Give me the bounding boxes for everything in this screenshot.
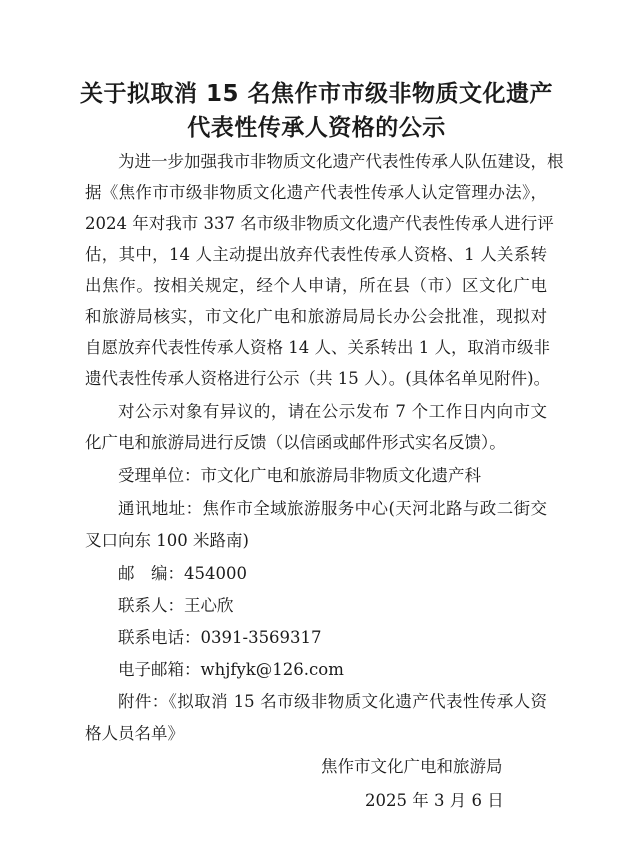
issuer-name: 焦作市文化广电和旅游局 — [321, 757, 503, 776]
paragraph-1-line: 据《焦作市市级非物质文化遗产代表性传承人认定管理办法》， — [85, 183, 547, 202]
attachment-line-1: 附件：《拟取消 15 名市级非物质文化遗产代表性传承人资 — [118, 692, 547, 711]
paragraph-1-line: 遗代表性传承人资格进行公示（共 15 人）。(具体名单见附件)。 — [85, 369, 551, 388]
contact-person: 联系人：王心欣 — [118, 596, 234, 615]
mailing-address-line-2: 叉口向东 100 米路南) — [85, 531, 249, 550]
paragraph-1-line: 和旅游局核实，市文化广电和旅游局局长办公会批准，现拟对 — [85, 307, 547, 326]
paragraph-1-line: 2024 年对我市 337 名市级非物质文化遗产代表性传承人进行评 — [85, 214, 554, 233]
paragraph-2-line: 对公示对象有异议的，请在公示发布 7 个工作日内向市文 — [118, 402, 547, 421]
paragraph-1-line: 估，其中，14 人主动提出放弃代表性传承人资格、1 人关系转 — [85, 245, 547, 264]
mailing-address-line-1: 通讯地址：焦作市全域旅游服务中心(天河北路与政二街交 — [118, 499, 547, 518]
issue-date: 2025 年 3 月 6 日 — [365, 791, 504, 810]
attachment-line-2: 格人员名单》 — [85, 724, 184, 743]
document-title-line-1: 关于拟取消 15 名焦作市市级非物质文化遗产 — [79, 81, 554, 107]
document-title-line-2: 代表性传承人资格的公示 — [187, 115, 446, 141]
contact-phone: 联系电话：0391-3569317 — [118, 628, 322, 647]
paragraph-1-line: 自愿放弃代表性传承人资格 14 人、关系转出 1 人，取消市级非 — [85, 338, 550, 357]
paragraph-1-line: 为进一步加强我市非物质文化遗产代表性传承人队伍建设，根 — [118, 152, 564, 171]
postcode: 邮 编：454000 — [118, 564, 247, 583]
paragraph-1-line: 出焦作。按相关规定，经个人申请，所在县（市）区文化广电 — [85, 276, 547, 295]
contact-email: 电子邮箱：whjfyk@126.com — [118, 660, 344, 679]
accepting-unit: 受理单位：市文化广电和旅游局非物质文化遗产科 — [118, 466, 481, 485]
paragraph-2-line: 化广电和旅游局进行反馈（以信函或邮件形式实名反馈）。 — [85, 433, 506, 452]
